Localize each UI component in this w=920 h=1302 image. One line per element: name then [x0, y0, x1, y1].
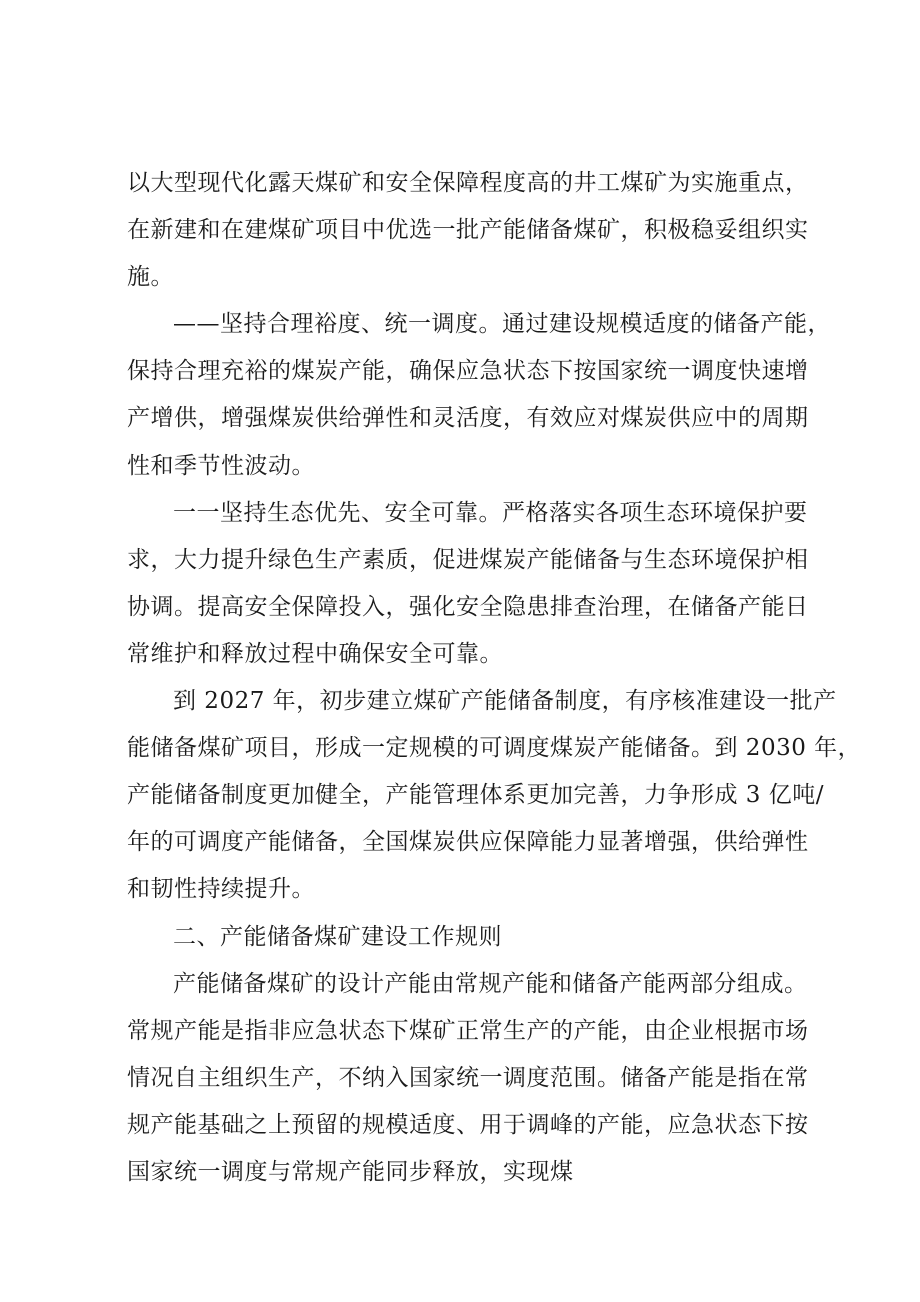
text-line: 和韧性持续提升。	[127, 876, 315, 903]
text-line: 以大型现代化露天煤矿和安全保障程度高的井工煤矿为实施重点，	[127, 170, 809, 196]
paragraph-capacity-definition	[127, 961, 809, 1196]
text-line: 年的可调度产能储备，全国煤炭供应保障能力显著增强，供给弹性	[127, 829, 809, 856]
text-line: 保持合理充裕的煤炭产能，确保应急状态下按国家统一调度快速增	[127, 358, 809, 385]
paragraph-principle-reasonable-margin	[127, 301, 831, 489]
section-heading	[127, 914, 797, 961]
text-line: 到 2027 年，初步建立煤矿产能储备制度，有序核准建设一批产	[173, 688, 837, 715]
text-line: 施。	[127, 264, 174, 291]
text-line: 情况自主组织生产，不纳入国家统一调度范围。储备产能是指在常	[127, 1064, 809, 1091]
text-line: 规产能基础之上预留的规模适度、用于调峰的产能，应急状态下按	[127, 1111, 809, 1138]
text-line: 国家统一调度与常规产能同步释放，实现煤	[127, 1158, 574, 1185]
paragraph-implementation-focus	[127, 160, 809, 301]
text-line: 一一坚持生态优先、安全可靠。严格落实各项生态环境保护要	[173, 499, 808, 526]
text-line: 产能储备煤矿的设计产能由常规产能和储备产能两部分组成。	[173, 970, 808, 997]
text-line: 性和季节性波动。	[127, 452, 315, 479]
text-line: 常规产能是指非应急状态下煤矿正常生产的产能，由企业根据市场	[127, 1017, 809, 1044]
paragraph-targets	[127, 678, 862, 913]
text-line: 能储备煤矿项目，形成一定规模的可调度煤炭产能储备。到 2030 年，	[127, 735, 862, 762]
paragraph-principle-ecology-safety	[127, 490, 809, 678]
document-body	[127, 160, 862, 1196]
text-line: 产增供，增强煤炭供给弹性和灵活度，有效应对煤炭供应中的周期	[127, 405, 809, 432]
text-line: ——坚持合理裕度、统一调度。通过建设规模适度的储备产能，	[173, 311, 831, 338]
text-line: 产能储备制度更加健全，产能管理体系更加完善，力争形成 3 亿吨/	[127, 782, 825, 809]
text-line: 协调。提高安全保障投入，强化安全隐患排查治理，在储备产能日	[127, 593, 809, 620]
text-line: 求，大力提升绿色生产素质，促进煤炭产能储备与生态环境保护相	[127, 546, 809, 573]
text-line: 在新建和在建煤矿项目中优选一批产能储备煤矿，积极稳妥组织实	[127, 217, 809, 244]
section-heading-text: 二、产能储备煤矿建设工作规则	[173, 923, 502, 950]
text-line: 常维护和释放过程中确保安全可靠。	[127, 640, 503, 667]
